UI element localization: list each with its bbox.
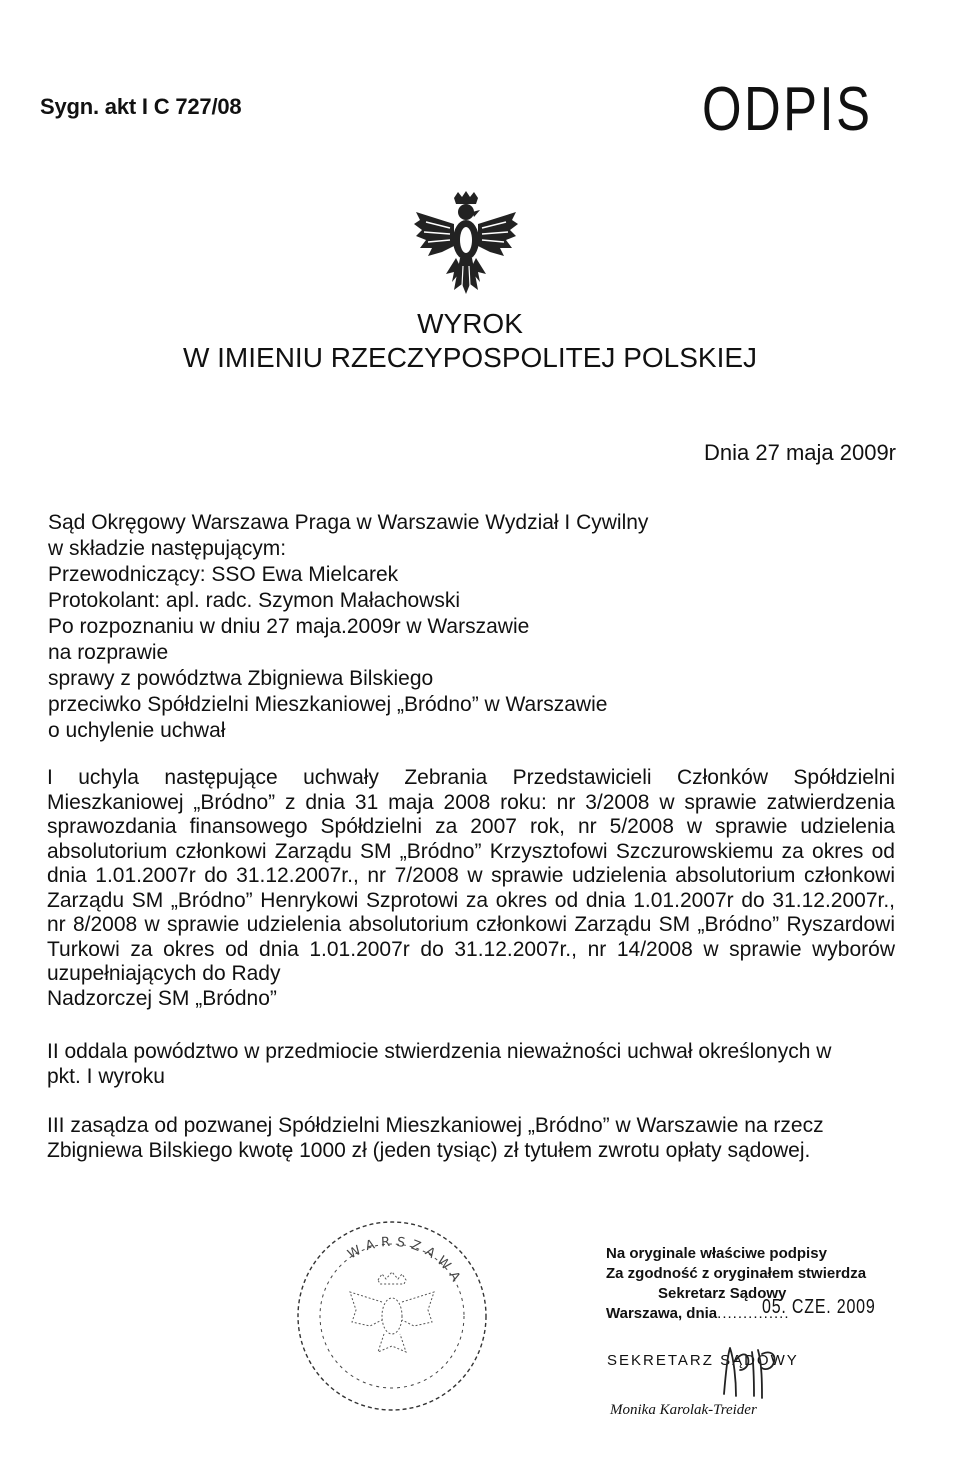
seal-text: WARSZAWA — [345, 1234, 466, 1290]
ruling-point-1 — [47, 766, 895, 1011]
ruling-point-1-last-line: Nadzorczej SM „Bródno” — [47, 986, 277, 1010]
ruling-point-2-last-line: pkt. I wyroku — [47, 1064, 165, 1088]
copy-label: ODPIS — [702, 75, 873, 144]
court-line: Przewodniczący: SSO Ewa Mielcarek — [48, 563, 399, 586]
court-line: sprawy z powództwa Zbigniewa Bilskiego — [48, 667, 434, 690]
ruling-point-2 — [47, 1040, 895, 1089]
court-line: na rozprawie — [48, 641, 169, 664]
secretary-title: SEKRETARZ SĄDOWY — [607, 1352, 799, 1369]
polish-eagle-emblem — [410, 190, 522, 302]
court-line: o uchylenie uchwał — [48, 719, 226, 742]
verdict-heading: WYROK — [417, 308, 523, 339]
certification-line: Sekretarz Sądowy — [658, 1285, 787, 1302]
handwritten-signature — [718, 1340, 798, 1400]
certification-line: Na oryginale właściwe podpisy — [606, 1245, 827, 1262]
ruling-point-2-text: II oddala powództwo w przedmiocie stwierdzenia nieważności uchwał określonych w — [47, 1040, 832, 1063]
court-seal — [294, 1218, 490, 1414]
stamp-date: 05. CZE. 2009 — [762, 1296, 876, 1318]
court-line: Po rozpoznaniu w dniu 27 maja.2009r w Warszawie — [48, 615, 530, 638]
republic-heading: W IMIENIU RZECZYPOSPOLITEJ POLSKIEJ — [182, 342, 758, 373]
ruling-point-1-text: I uchyla następujące uchwały Zebrania Przedstawicieli Członków Spółdzielni Mieszkaniowej „Bródno” z dnia 31 maja 2008 roku: nr 3/2008 w sprawie zatwierdzenia sprawozdania finansowego Spółdzielni za 2007 rok, nr 5/2008 w sprawie udzielenia absolutorium członkowi Zarządu SM „Bródno” Krzysztofowi Szczurowskiemu za okres od dnia 1.01.2007r do 31.12.2007r., nr 7/2008 w sprawie udzielenia absolutorium członkowi Zarządu SM „Bródno” Henrykowi Szprotowi za okres od dnia 1.01.2007r do 31.12.2007r., nr 8/2008 w sprawie udzielenia absolutorium członkowi Zarządu SM „Bródno” Ryszardowi Turkowi za okres od dnia 1.01.2007r do 31.12.2007r., nr 14/2008 w sprawie wyborów uzupełniających do Rady — [47, 766, 895, 985]
verdict-date: Dnia 27 maja 2009r — [704, 440, 897, 465]
court-line: w składzie następującym: — [48, 537, 287, 560]
certification-place-line: Warszawa, dnia.............. — [606, 1305, 790, 1322]
court-line: przeciwko Spółdzielni Mieszkaniowej „Bródno” w Warszawie — [48, 693, 608, 716]
secretary-name: Monika Karolak-Treider — [610, 1402, 757, 1418]
certification-line: Za zgodność z oryginałem stwierdza — [606, 1265, 867, 1282]
ruling-point-3-text: III zasądza od pozwanej Spółdzielni Mieszkaniowej „Bródno” w Warszawie na rzecz — [47, 1114, 824, 1137]
court-line: Sąd Okręgowy Warszawa Praga w Warszawie Wydział I Cywilny — [48, 511, 649, 534]
svg-text:WARSZAWA — [345, 1235, 466, 1290]
case-signature: Sygn. akt I C 727/08 — [40, 94, 242, 119]
ruling-point-3 — [47, 1114, 895, 1163]
certification-place: Warszawa, dnia — [606, 1305, 718, 1322]
court-line: Protokolant: apl. radc. Szymon Małachowski — [48, 589, 461, 612]
ruling-point-3-last-line: Zbigniewa Bilskiego kwotę 1000 zł (jeden tysiąc) zł tytułem zwrotu opłaty sądowej. — [47, 1138, 811, 1162]
